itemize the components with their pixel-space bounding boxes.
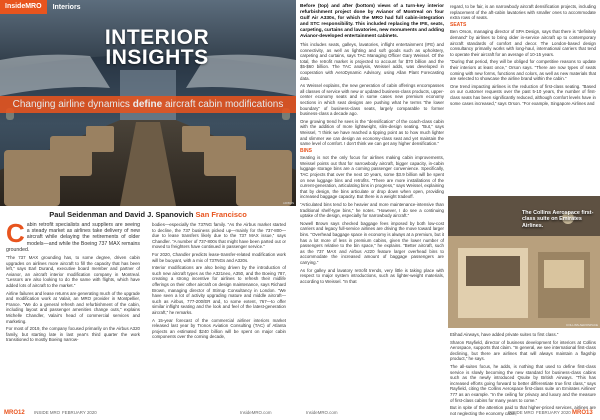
rc1-para-5: “Articulated bins tend to be heavier and more maintenance-intensive than traditional shelf-type bins,” he notes. “However, I do see a continuing uptake of the design, especially for narrowbody aircraft.” (300, 202, 444, 219)
rc2-para-2: Ben Orson, managing director of SPA Design, says that there is “definitely demand” by airlines to bring older in-service aircraft up to contemporary aircraft standards of comfort and decor. The London-based design consultancy primarily works with long-haul, international carriers that tend to operate their aircraft for an average of 10-15 years. (450, 29, 596, 57)
photo-caption-lede: Before (top) and after (bottom) views of a turn-key interior refurbishment project done by Avianor of Montreal on four Gulf Air A330s, for which the MRO had full cabin-integration and STC responsibility. This included replacing the IFE, seats, carpeting, curtains and lavatories, new monuments and adding Avianor-developed entertainment cabinets. (300, 4, 444, 39)
rc1-para-4: Seating is not the only focus for airlines making cabin improvements, Weissel points out that for narrowbody aircraft, bigger capacity, in-cabin luggage storage bins are a coming passenger convenience. Specifically, TAC projects that over the next 10 years, some $3.9 billion will be spent on new luggage bins and retrofits. “There are more installations of the current-generation, articulating bins in progress,” says Weissel, explaining that by design, the bins articulate or drop down when open, providing increased baggage capacity. But there is a weight tradeoff. (300, 155, 444, 200)
left-page (0, 0, 296, 420)
right-page-number: MRO13 (572, 410, 593, 416)
rc2-para-1: regard, to be fair, is an narrowbody aircraft densification projects, including replacement of the aft-cabin lavatories with smaller ones to accommodate extra rows of seats. (450, 4, 596, 21)
rc1-para-2: As Weissel explains, the new generation of cabin offerings encompasses all classes of service with new or updated business-class products, upper-center economy seats and in some cases new premium economy sections in which seat designs are pushing what he terms “the lower boundary” of business-class seats, largely comparable to former business-class a decade ago. (300, 83, 444, 117)
col2-para-1: bodies—especially the 737NG family. “As the Airbus market started to decline, the 737 business picked up—mainly for the 737-800—due to lease transfers likely due to the 737 MAX issue,” says Chandler. “A number of 737-800s that might have been parted out or moved to freighters have continued in passenger service.” (152, 222, 286, 250)
col2-para-3: Interior modifications are also being driven by the introduction of such new aircraft types as the A321neo, A350, and the Boeing 787, creating a strong incentive for airlines to refresh their midlife offerings on their other aircraft on design maintenance, says Richard Brown, managing director of Stirrup Consultancy in London. “We have seen a lot of activity upgrading mature and middle aircraft—such as Airbus, 777-200/ER and, to some extent, 767—to offer similar inflight seating and the look and feel of the latest-generation aircraft,” he remarks. (152, 265, 286, 315)
tagline-post: aircraft cabin modifications (164, 99, 284, 110)
right-footer-date: FEBRUARY 2020 (536, 410, 571, 415)
left-page-number: MRO12 (4, 410, 25, 416)
hero-cabin-photo (0, 0, 296, 206)
right-page (300, 0, 600, 420)
left-column-1 (6, 218, 140, 345)
drop-cap: C (6, 218, 25, 248)
rc3-para-3: The all-suites focus, he adds, is nothing that used to define first-class service is slowly becoming the new standard for business-class cabins such as the newly introduced Qsuite by British Airways. “This has increased efforts going forward to better differentiate true first class,” says Rayfield, citing the Collins Aerospace first-class suite on Emirates Airlines' 777 as an example. “In the ceiling for privacy and luxury and the measure of first-class cabins for many years to come.” (450, 363, 596, 403)
byline (0, 210, 296, 219)
rc2-para-4: One trend impacting airlines is the reduction of first-class seating. “Based on our customer requests over the past 5-10 years, the number of first-class seats has been significantly reduced, although comfort levels have in some cases increased,” says Orson. “For example, Singapore Airlines and (450, 83, 596, 106)
rc1-para-1: This includes seats, galleys, lavatories, inflight entertainment (IFE) and connectivity, as well as lighting and soft goods such as upholstery, carpeting and curtains, says TAC Managing Officer Gary Weissel. Of the total, the retrofit market is projected to account for $70 billion and the $5-$60 billion. The TAC analysis, Weissel adds, was developed in cooperation with AeroDynamic Advisory, using Allan Plant Forecasting data. (300, 42, 444, 81)
right-footer-issue: INSIDE MRO (508, 410, 535, 415)
col2-para-4: A 15-year forecast of the commercial airliner interiors market released last year by Tronos Aviation Consulting (TAC) of Atlanta projects an estimated $240 billion will be spent on major cabin components over the coming decade, (152, 317, 286, 340)
tagline-banner (0, 96, 296, 113)
rc3-para-1: Etihad Airways, have added private suites to first class.” (450, 332, 559, 337)
col2-para-2: For 2020, Chandler predicts lease-transfer-related modification work will be buoyant, with a mix of 737NGs and A320s. (152, 251, 286, 263)
left-footer-issue: INSIDE MRO (34, 410, 61, 415)
first-class-suite-photo (448, 196, 600, 328)
col1-para-1: abin retrofit specialists and suppliers are seeing a steady market as airlines take delivery of new aircraft while delaying the retirements of older models—and while the Boeing 737 MAX remains grounded. (6, 222, 140, 253)
rc3-para-4: But in spite of the attention paid to that higher-priced services, airlines are not neglecting the economy cabin, (450, 405, 596, 416)
col1-para-4: For most of 2019, the company focused primarily on the Airbus A320 family, but starting late in last year's third quarter the work transitioned to mostly Boeing narrow- (6, 326, 140, 343)
feature-title (72, 28, 242, 68)
page-footer (0, 408, 600, 420)
photo-credit: AIRBUS (282, 201, 294, 205)
brand-logo: InsideMRO (0, 0, 47, 14)
rc1-para-3: One growing trend he sees is the “densification” of the coach-class cabin with the addition of more lightweight, slim-design seating. “But,” says Weissel, “I think we have reached a tipping point as to how much lighter and slimmer we can design an economy-class seat and yet maintain the same level of comfort. I don't think we can get any higher densification.” (300, 118, 444, 147)
left-column-2 (152, 222, 286, 342)
right-column-1 (300, 4, 444, 286)
rc2-para-3: “During that period, they will be obliged for competitive reasons to update their interiors at least once,” Orson says. “There are now types of seats coming with new forms, functions and colors, as well as new materials that are selected to showcase the airline brand within the cabin.” (450, 59, 596, 82)
col1-para-3: Airline failures and lease returns are generating much of the upgrade and modification work at Valair, an MRO provider in Montpellier, France. “We do a general refresh and refurbishment of the cabin, including layout and passenger amenities change outs,” explains Michelle Chandler, Valair's head of commercial services and marketing. (6, 290, 140, 324)
right-footer-url: InsideMRO.com (306, 410, 338, 415)
suite-photo-credit: COLLINS AEROSPACE (566, 323, 598, 327)
rc1-para-7: As for galley and lavatory retrofit trends, very little is taking place with respect to major system introductions, such as lighter-weight materials, according to Weissel. “In that (300, 267, 444, 284)
subhead-seats: SEATS (450, 21, 467, 28)
left-footer-date: FEBRUARY 2020 (62, 410, 97, 415)
col1-para-2: “The 737 MAX grounding has, to some degree, driven cabin upgrades on airlines more aircraft to fill the capacity that has been left,” says Earl Durand, executive board member and partner of Avianor, an aircraft interior modification company in Montreal. “Lessors are also looking to do the same with flights, which have added lots of aircraft to the market.” (6, 255, 140, 288)
left-footer-url: InsideMRO.com (240, 410, 272, 415)
title-line-2: INSIGHTS (105, 46, 209, 69)
section-label: Interiors (52, 3, 81, 11)
rc1-para-6: Nowell Brown says checked baggage fees imposed by both low-cost carriers and legacy full-service airlines are driving the move toward larger bins. “Overhead baggage space in economy is always at a premium, but it has a lot more of less in premium cabins, given the lower number of passengers relative to the bin space,” he explains. “Better aircraft, such as the 737 MAX and Airbus A220 feature larger overhead bins to accommodate the increased amount of baggage passengers are carrying.” (300, 220, 444, 265)
tagline-pre: Changing airline dynamics (12, 99, 130, 110)
brand-bar (0, 0, 296, 14)
subhead-bins: BINS (300, 147, 312, 154)
right-column-2 (450, 4, 596, 108)
suite-photo-caption: The Collins Aerospace first-class suite on Emirates Airlines. (522, 210, 594, 229)
byline-location: San Francisco (195, 210, 247, 219)
tagline-bold: define (132, 99, 163, 110)
rc3-para-2: Sharon Rayfield, director of business development for interiors at Collins Aerospace, supports that claim. “In general, we see international first-class declining, but there are airlines that will always maintain a flagship product,” he says. (450, 339, 596, 362)
title-line-1: INTERIOR (104, 26, 210, 49)
right-column-3 (450, 332, 596, 418)
byline-names: Paul Seidenman and David J. Spanovich (49, 210, 194, 219)
